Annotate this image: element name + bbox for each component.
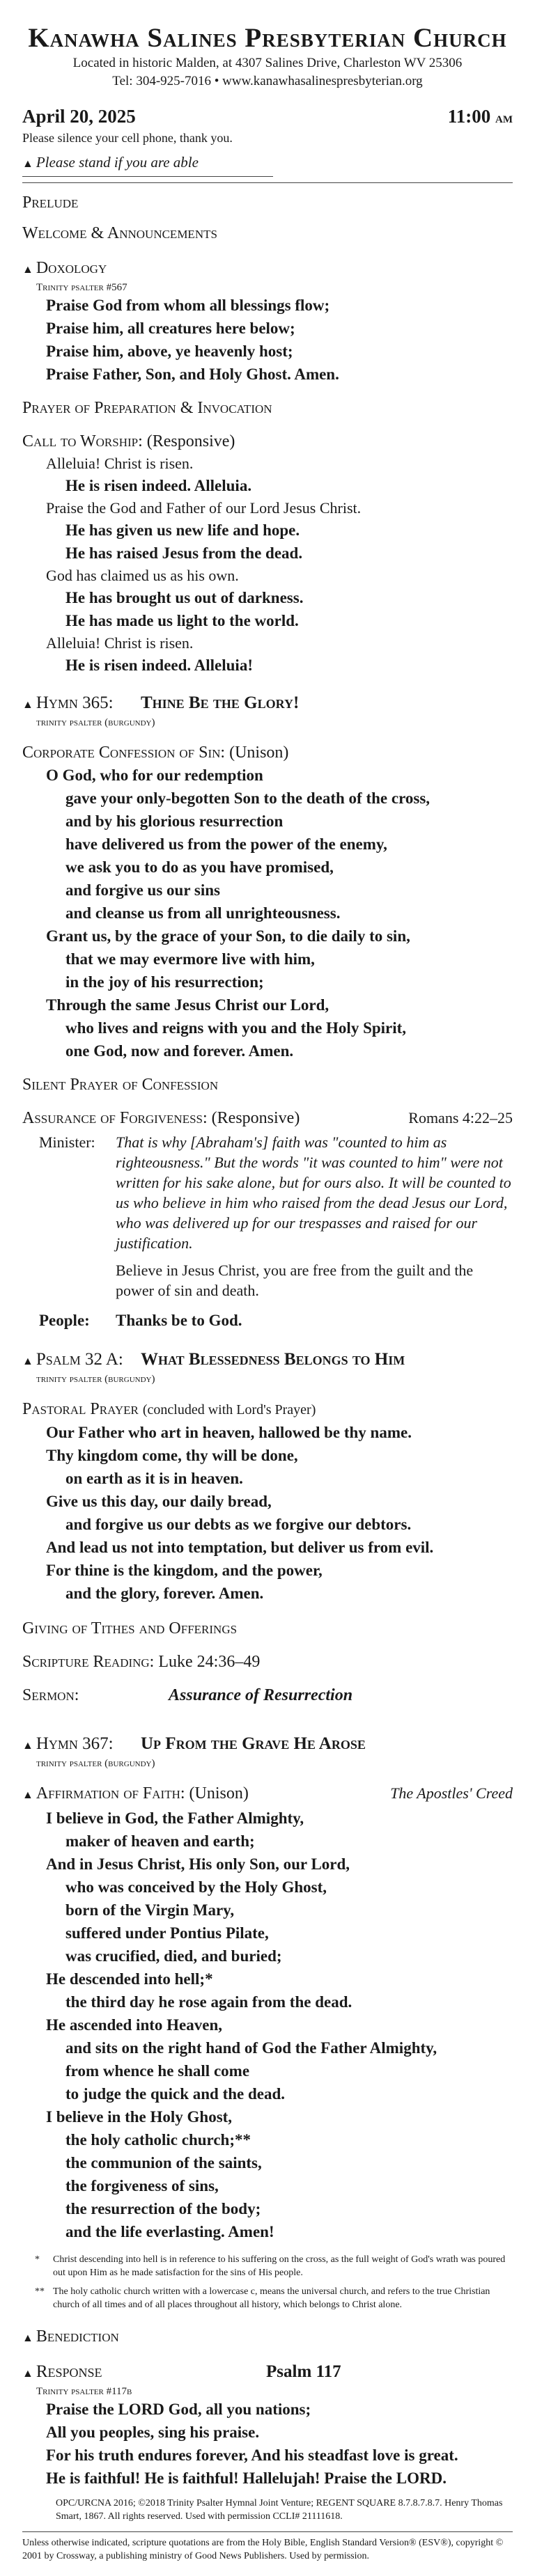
leader-line: Praise the God and Father of our Lord Jesus Christ. bbox=[46, 499, 362, 517]
pastoral-prayer-heading bbox=[22, 1398, 513, 1421]
assurance-heading bbox=[22, 1107, 513, 1129]
minister-label-spacer bbox=[22, 1260, 116, 1301]
confession-line: that we may evermore live with him, bbox=[65, 950, 315, 968]
scripture-heading bbox=[22, 1651, 513, 1673]
response-line: For his truth endures forever, And his steadfast love is great. bbox=[46, 2447, 458, 2464]
response-line: He is risen indeed. Alleluia. bbox=[65, 477, 252, 494]
creed-line: and the life everlasting. Amen! bbox=[65, 2223, 274, 2240]
lords-prayer-line: Thy kingdom come, thy will be done, bbox=[46, 1447, 298, 1464]
scripture-reference: Luke 24:36–49 bbox=[158, 1653, 261, 1671]
lords-prayer-line: And lead us not into temptation, but deliver us from evil. bbox=[46, 1539, 434, 1556]
minister-text-2: Believe in Jesus Christ, you are free from the guilt and the power of sin and death. bbox=[116, 1262, 474, 1299]
creed-line: the holy catholic church;** bbox=[65, 2131, 251, 2149]
response-line: All you peoples, sing his praise. bbox=[46, 2424, 260, 2441]
creed-line: the forgiveness of sins, bbox=[65, 2177, 219, 2194]
pastoral-prayer-title: Pastoral Prayer bbox=[22, 1400, 139, 1418]
response-label: Response bbox=[36, 2362, 102, 2381]
affirmation-heading bbox=[22, 1782, 513, 1807]
lords-prayer-line: Give us this day, our daily bread, bbox=[46, 1493, 272, 1510]
service-date: April 20, 2025 bbox=[22, 106, 136, 127]
people-label: People: bbox=[39, 1312, 90, 1329]
minister-label: Minister: bbox=[39, 1133, 95, 1151]
footnote-text: The holy catholic church written with a lowercase c, means the universal church, and refers to the true Christian church of all times and of all places throughout all history, which belongs to Christ alone. bbox=[53, 2286, 490, 2310]
assurance-title: Assurance of Forgiveness: bbox=[22, 1109, 208, 1127]
creed-line: to judge the quick and the dead. bbox=[65, 2085, 286, 2103]
creed-line: He descended into hell;* bbox=[46, 1970, 213, 1988]
confession-title: Corporate Confession of Sin: bbox=[22, 744, 226, 762]
creed-line: He ascended into Heaven, bbox=[46, 2016, 222, 2034]
prelude-heading: Prelude bbox=[22, 194, 79, 212]
footnote bbox=[22, 2253, 513, 2279]
hymn-number bbox=[22, 1733, 141, 1757]
confession-line: Through the same Jesus Christ our Lord, bbox=[46, 996, 329, 1014]
footnote-mark: ** bbox=[35, 2286, 45, 2297]
creed-line: born of the Virgin Mary, bbox=[65, 1901, 235, 1919]
confession-line: in the joy of his resurrection; bbox=[65, 973, 264, 991]
leader-line: Alleluia! Christ is risen. bbox=[46, 455, 194, 472]
leader-line: Alleluia! Christ is risen. bbox=[46, 634, 194, 652]
sermon-heading bbox=[22, 1684, 513, 1706]
doxology-line: Praise him, above, ye heavenly host; bbox=[46, 343, 293, 360]
response-line: He is faithful! He is faithful! Hallelujah! Praise the LORD. bbox=[46, 2469, 447, 2487]
church-contact: Tel: 304-925-7016 • www.kanawhasalinespresbyterian.org bbox=[112, 74, 423, 88]
time-ampm: am bbox=[495, 109, 513, 126]
psalm-source: trinity psalter (burgundy) bbox=[36, 1374, 155, 1385]
prayer-prep-heading: Prayer of Preparation & Invocation bbox=[22, 399, 272, 417]
church-name: Kanawha Salines Presbyterian Church bbox=[28, 23, 507, 53]
hymn-365-heading bbox=[22, 692, 513, 716]
confession-line: Grant us, by the grace of your Son, to die daily to sin, bbox=[46, 927, 410, 945]
creed-line: I believe in the Holy Ghost, bbox=[46, 2108, 233, 2126]
affirmation-mode: (Unison) bbox=[189, 1784, 249, 1803]
stand-arrow-icon: ▲ bbox=[22, 264, 33, 276]
hymn-title: Thine Be the Glory! bbox=[141, 693, 300, 712]
silence-note: Please silence your cell phone, thank you. bbox=[22, 131, 233, 145]
confession-line: who lives and reigns with you and the Holy Spirit, bbox=[65, 1019, 407, 1037]
minister-reading bbox=[22, 1132, 513, 1253]
footnote-mark: * bbox=[35, 2254, 40, 2265]
hymn-source: trinity psalter (burgundy) bbox=[36, 717, 155, 728]
assurance-title-group bbox=[22, 1107, 300, 1129]
doxology-line: Praise him, all creatures here below; bbox=[46, 320, 295, 337]
response-line: He has brought us out of darkness. bbox=[65, 589, 304, 606]
hymn-label: Hymn 367: bbox=[36, 1734, 114, 1753]
lords-prayer-line: on earth as it is in heaven. bbox=[65, 1470, 243, 1487]
hymn-copyright: OPC/URCNA 2016; ©2018 Trinity Psalter Hymnal Joint Venture; REGENT SQUARE 8.7.8.7.8.7. Henry Thomas Smart, 1867. All rights reserved. Used with permission CCLI# 21111618. bbox=[56, 2498, 503, 2522]
response-source: Trinity psalter #117b bbox=[36, 2386, 132, 2397]
call-to-worship-mode: (Responsive) bbox=[146, 432, 235, 450]
creed-line: the communion of the saints, bbox=[65, 2154, 262, 2171]
pastoral-prayer-note: (concluded with Lord's Prayer) bbox=[142, 1402, 316, 1417]
doxology-line: Praise God from whom all blessings flow; bbox=[46, 297, 330, 314]
affirmation-title-group bbox=[22, 1782, 249, 1807]
response-line: He has raised Jesus from the dead. bbox=[65, 544, 303, 562]
doxology-line: Praise Father, Son, and Holy Ghost. Amen. bbox=[46, 366, 339, 383]
bulletin-page bbox=[22, 0, 513, 2563]
creed-line: the third day he rose again from the dead. bbox=[65, 1993, 352, 2011]
doxology-heading bbox=[22, 257, 513, 281]
psalm-32-heading bbox=[22, 1349, 513, 1373]
creed-line: the resurrection of the body; bbox=[65, 2200, 261, 2217]
response-line: Praise the LORD God, all you nations; bbox=[46, 2401, 311, 2418]
scripture-label: Scripture Reading: bbox=[22, 1653, 155, 1671]
footnote bbox=[22, 2285, 513, 2311]
response-line: He has made us light to the world. bbox=[65, 612, 299, 629]
hymn-367-heading bbox=[22, 1733, 513, 1757]
minister-text: That is why [Abraham's] faith was "counted to him as righteousness." But the words "it was counted to him" were not written for his sake alone, but for ours also. It will be counted to us who believe in him who raised from the dead Jesus our Lord, who was delivered up for our trespasses and raised for our justification. bbox=[116, 1133, 511, 1252]
call-to-worship-heading bbox=[22, 430, 513, 453]
scripture-copyright: Unless otherwise indicated, scripture quotations are from the Holy Bible, English Standard Version® (ESV®), copyright © 2001 by Crossway, a publishing ministry of Good News Publishers. Used by permission. bbox=[22, 2531, 513, 2563]
confession-mode: (Unison) bbox=[229, 744, 289, 762]
welcome-heading: Welcome & Announcements bbox=[22, 224, 217, 242]
minister-reading-2 bbox=[22, 1260, 513, 1301]
people-response bbox=[22, 1309, 513, 1332]
response-line: He is risen indeed. Alleluia! bbox=[65, 657, 253, 674]
lords-prayer-line: For thine is the kingdom, and the power, bbox=[46, 1562, 323, 1579]
confession-line: gave your only-begotten Son to the death of the cross, bbox=[65, 790, 431, 807]
lords-prayer-line: and forgive us our debts as we forgive our debtors. bbox=[65, 1516, 412, 1533]
creed-line: from whence he shall come bbox=[65, 2062, 250, 2080]
footnote-text: Christ descending into hell is in reference to his suffering on the cross, as the full weight of God's wrath was poured out upon Him as he made satisfaction for the sins of His people. bbox=[53, 2254, 506, 2278]
confession-line: have delivered us from the power of the enemy, bbox=[65, 835, 387, 853]
creed-line: I believe in God, the Father Almighty, bbox=[46, 1809, 304, 1827]
hymn-label: Hymn 365: bbox=[36, 693, 114, 712]
psalm-label: Psalm 32 A: bbox=[36, 1350, 123, 1369]
stand-arrow-icon: ▲ bbox=[22, 699, 33, 711]
lords-prayer-line: and the glory, forever. Amen. bbox=[65, 1585, 264, 1602]
creed-line: maker of heaven and earth; bbox=[65, 1832, 255, 1850]
affirmation-title: Affirmation of Faith: bbox=[36, 1784, 185, 1803]
assurance-mode: (Responsive) bbox=[211, 1109, 300, 1127]
confession-line: one God, now and forever. Amen. bbox=[65, 1042, 294, 1060]
benediction-heading bbox=[22, 2325, 513, 2350]
creed-line: was crucified, died, and buried; bbox=[65, 1947, 282, 1965]
creed-name: The Apostles' Creed bbox=[390, 1784, 513, 1802]
stand-arrow-icon: ▲ bbox=[22, 158, 33, 170]
service-time bbox=[448, 104, 513, 129]
confession-heading bbox=[22, 741, 513, 764]
confession-line: O God, who for our redemption bbox=[46, 767, 263, 784]
stand-arrow-icon: ▲ bbox=[22, 1740, 33, 1752]
hymn-title: Up From the Grave He Arose bbox=[141, 1734, 366, 1753]
confession-line: and forgive us our sins bbox=[65, 881, 220, 899]
psalm-title: What Blessedness Belongs to Him bbox=[141, 1350, 405, 1369]
creed-line: and sits on the right hand of God the Father Almighty, bbox=[65, 2039, 437, 2057]
doxology-source: Trinity psalter #567 bbox=[36, 282, 127, 293]
response-psalm: Psalm 117 bbox=[266, 2362, 341, 2381]
people-text: Thanks be to God. bbox=[116, 1312, 242, 1329]
sermon-label: Sermon: bbox=[22, 1686, 79, 1704]
assurance-reference: Romans 4:22–25 bbox=[408, 1109, 513, 1126]
stand-arrow-icon: ▲ bbox=[22, 1789, 33, 1801]
stand-arrow-icon: ▲ bbox=[22, 1356, 33, 1367]
response-line: He has given us new life and hope. bbox=[65, 521, 300, 539]
creed-line: suffered under Pontius Pilate, bbox=[65, 1924, 269, 1942]
response-heading bbox=[22, 2361, 513, 2385]
hymn-source: trinity psalter (burgundy) bbox=[36, 1758, 155, 1769]
date-time-row bbox=[22, 104, 513, 129]
silent-prayer-heading: Silent Prayer of Confession bbox=[22, 1076, 219, 1094]
psalm-number bbox=[22, 1349, 141, 1373]
lords-prayer-line: Our Father who art in heaven, hallowed be thy name. bbox=[46, 1424, 412, 1441]
confession-line: we ask you to do as you have promised, bbox=[65, 858, 334, 876]
doxology-title: Doxology bbox=[36, 259, 107, 277]
confession-line: and by his glorious resurrection bbox=[65, 812, 284, 830]
creed-line: And in Jesus Christ, His only Son, our Lord, bbox=[46, 1855, 350, 1873]
giving-heading: Giving of Tithes and Offerings bbox=[22, 1619, 238, 1638]
church-location: Located in historic Malden, at 4307 Salines Drive, Charleston WV 25306 bbox=[72, 56, 463, 70]
confession-line: and cleanse us from all unrighteousness. bbox=[65, 904, 341, 922]
stand-note bbox=[22, 152, 273, 177]
stand-arrow-icon: ▲ bbox=[22, 2332, 33, 2344]
call-to-worship-title: Call to Worship: bbox=[22, 432, 143, 450]
stand-text: Please stand if you are able bbox=[36, 154, 199, 171]
time-value: 11:00 bbox=[447, 106, 491, 127]
creed-line: who was conceived by the Holy Ghost, bbox=[65, 1878, 327, 1896]
leader-line: God has claimed us as his own. bbox=[46, 567, 239, 584]
sermon-title: Assurance of Resurrection bbox=[169, 1686, 353, 1704]
benediction-title: Benediction bbox=[36, 2327, 119, 2346]
stand-arrow-icon: ▲ bbox=[22, 2368, 33, 2380]
divider bbox=[22, 182, 513, 183]
hymn-number bbox=[22, 692, 141, 716]
response-label-group bbox=[22, 2361, 266, 2385]
